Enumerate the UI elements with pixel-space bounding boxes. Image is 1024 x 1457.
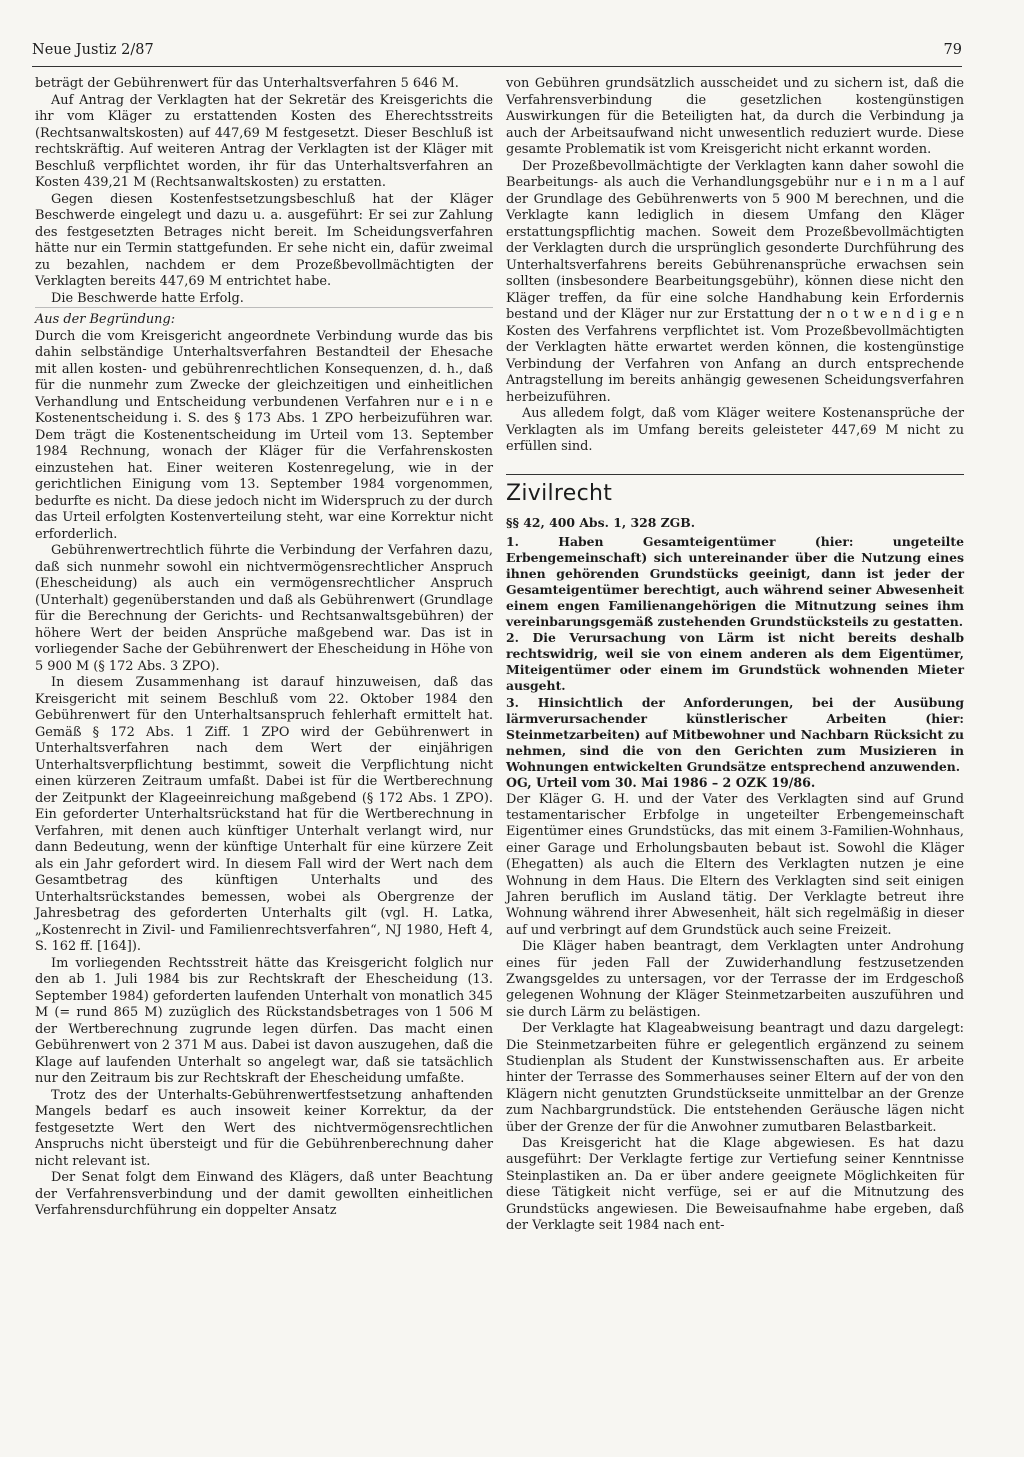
right-column [506,76,964,1234]
journal-title: Neue Justiz 2/87 [32,42,154,58]
case-citation: OG, Urteil vom 30. Mai 1986 – 2 OZK 19/86. [506,775,816,790]
paragraph: Aus alledem folgt, daß vom Kläger weitere Kostenansprüche der Verklagten als im Umfang bereits geleisteter 447,69 M nicht zu erfüllen sind. [506,406,964,454]
left-column [35,76,493,1220]
paragraph: Die Beschwerde hatte Erfolg. [51,290,244,306]
paragraph: Gebührenwertrechtlich führte die Verbindung der Verfahren dazu, daß sich nunmehr sowohl ein nichtvermögensrechtlicher Anspruch (Ehescheidung) als auch ein vermögensrechtlicher Anspruch (Unterhalt) gegenüberstanden und daß als Gebührenwert (Grundlage für die Berechnung der Gerichts- und Rechtsanwaltsgebühren) der höhere Wert der beiden Ansprüche maßgebend war. Das ist in vorliegender Sache der Gebührenwert der Ehescheidung in Höhe von 5 900 M (§ 172 Abs. 3 ZPO). [35,543,493,674]
paragraph: Gegen diesen Kostenfestsetzungsbeschluß hat der Kläger Beschwerde eingelegt und dazu u. a. ausgeführt: Er sei zur Zahlung des festgesetzten Betrages nicht bereit. Im Scheidungsverfahren hätte nur ein Termin stattgefunden. Er sehe nicht ein, dafür zweimal zu bezahlen, nachdem er dem Prozeßbevollmächtigten der Verklagten bereits 447,69 M entrichtet habe. [35,191,493,289]
section-title: Zivilrecht [506,480,613,506]
paragraph: von Gebühren grundsätzlich ausscheidet und zu sichern ist, daß die Verfahrensverbindung die gesetzlichen kostengünstigen Auswirkungen für die Beteiligten hat, da durch die Verbindung ja auch der Arbeitsaufwand nicht unwesentlich reduziert wurde. Diese gesamte Problematik ist vom Kreisgericht nicht erkannt worden. [506,76,964,157]
case-body [506,792,964,1235]
paragraph: beträgt der Gebührenwert für das Unterhaltsverfahren 5 646 M. [35,76,459,91]
paragraph: Der Prozeßbevollmächtigte der Verklagten kann daher sowohl die Bearbeitungs- als auch die Verhandlungsgebühr nur e i n m a l auf der Grundlage des Gebührenwerts von 5 900 M berechnen, und die Verklagte kann lediglich in diesem Umfang den Kläger erstattungspflichtig machen. Soweit dem Prozeßbevollmächtigten der Verklagten durch die ursprünglich gesonderte Durchführung des Unterhaltsverfahrens bereits Gebührenansprüche erwachsen sein sollten (insbesondere Bearbeitungsgebühr), können diese nicht den Kläger treffen, da für eine solche Handhabung kein Erfordernis bestand und der Kläger nur zur Erstattung der n o t w e n d i g e n Kosten des Verfahrens verpflichtet ist. Vom Prozeßbevollmächtigten der Verklagten hätte erwartet werden können, die kostengünstige Verbindung der Verfahren von Anfang an durch entsprechende Antragstellung im bereits anhängig gewesenen Scheidungsverfahren herbeizuführen. [506,158,964,405]
page-number: 79 [943,42,962,58]
paragraph: Der Verklagte hat Klageabweisung beantragt und dazu dargelegt: Die Steinmetzarbeiten führe er gelegentlich ergänzend zu seinem Studienplan als Student der Kunstwissenschaften aus. Er arbeite hinter der Terrasse des Sommerhauses seiner Eltern auf der von den Klägern nicht genutzten Grundstückseite unmittelbar an der Grenze zum Nachbargrundstück. Die entstehenden Geräusche lägen nicht über der Grenze der für die Anwohner zumutbaren Belastbarkeit. [506,1021,964,1135]
paragraph: In diesem Zusammenhang ist darauf hinzuweisen, daß das Kreisgericht mit seinem Beschluß vom 22. Oktober 1984 den Gebührenwert für den Unterhaltsanspruch fehlerhaft ermittelt hat. Gemäß § 172 Abs. 1 Ziff. 1 ZPO wird der Gebührenwert in Unterhaltsverfahren nach dem Wert der einjährigen Unterhaltsverpflichtung bestimmt, soweit die Verpflichtung nicht einen kürzeren Zeitraum umfaßt. Dabei ist für die Wertberechnung der Zeitpunkt der Klageeinreichung maßgebend (§ 172 Abs. 1 ZPO). Ein geforderter Unterhaltsrückstand hat für die Wertberechnung in Verfahren, mit denen auch künftiger Unterhalt verlangt wird, nur dann Bedeutung, wenn der künftige Unterhalt für eine kürzere Zeit als ein Jahr gefordert wird. In diesem Fall wird der Wert nach dem Gesamtbetrag des künftigen Unterhalts und des Unterhaltsrückstandes bemessen, wobei als Obergrenze der Jahresbetrag des geforderten Unterhalts gilt (vgl. H. Latka, „Kostenrecht in Zivil- und Familienrechtsverfahren“, NJ 1980, Heft 4, S. 162 ff. [164]). [35,675,493,954]
section-divider [506,474,964,475]
paragraph: Im vorliegenden Rechtsstreit hätte das Kreisgericht folglich nur den ab 1. Juli 1984 bis zur Rechtskraft der Ehescheidung (13. September 1984) geforderten laufenden Unterhalt von monatlich 345 M (= rund 865 M) zuzüglich des Rückstandsbetrages von 1 506 M der Wertberechnung zugrunde legen dürfen. Das macht einen Gebührenwert von 2 371 M aus. Dabei ist davon auszugehen, daß die Klage auf laufenden Unterhalt so angelegt war, daß sie tatsächlich nur den Zeitraum bis zur Rechtskraft der Ehescheidung umfaßte. [35,955,493,1086]
paragraph: Auf Antrag der Verklagten hat der Sekretär des Kreisgerichts die ihr vom Kläger zu erstattenden Kosten des Eherechtsstreits (Rechtsanwaltskosten) auf 447,69 M festgesetzt. Dieser Beschluß ist rechtskräftig. Auf weiteren Antrag der Verklagten ist der Kläger mit Beschluß verpflichtet worden, ihr für das Unterhaltsverfahren an Kosten 439,21 M (Rechtsanwaltskosten) zu erstatten. [35,92,493,190]
headnote: 3. Hinsichtlich der Anforderungen, bei der Ausübung lärmverursachender künstlerischer Arbeiten (hier: Steinmetzarbeiten) auf Mitbewohner und Nachbarn Rücksicht zu nehmen, sind die von den Gerichten zum Musizieren in Wohnungen entwickelten Grundsätze entsprechend anzuwenden. [506,694,964,774]
paragraph: Das Kreisgericht hat die Klage abgewiesen. Es hat dazu ausgeführt: Der Verklagte fertige zur Vertiefung seiner Kenntnisse Steinplastiken an. Da er über andere geeignete Möglichkeiten für diese Tätigkeit nicht verfüge, sei er auf die Mitnutzung des Grundstücks angewiesen. Die Beweisaufnahme habe ergeben, daß der Verklagte seit 1984 nach ent- [506,1136,964,1234]
paragraph: Durch die vom Kreisgericht angeordnete Verbindung wurde das bis dahin selbständige Unterhaltsverfahren Bestandteil der Ehesache mit allen kosten- und gebührenrechtlichen Konsequenzen, d. h., daß für die nunmehr zum Zwecke der gleichzeitigen und einheitlichen Verhandlung und Entscheidung verbundenen Verfahren nur e i n e Kostenentscheidung i. S. des § 173 Abs. 1 ZPO herbeizuführen war. Dem trägt die Kostenentscheidung im Urteil vom 13. September 1984 Rechnung, wonach der Kläger für die Verfahrenskosten einzustehen hat. Einer weiteren Kostenregelung, wie in der gerichtlichen Einigung vom 13. September 1984 vorgenommen, bedurfte es nicht. Da diese jedoch nicht im Widerspruch zu der durch das Urteil erfolgten Kostenverteilung steht, war eine Korrektur nicht erforderlich. [35,328,493,542]
paragraph: Der Senat folgt dem Einwand des Klägers, daß unter Beachtung der Verfahrensverbindung und der damit gewollten einheitlichen Verfahrensdurchführung ein doppelter Ansatz [35,1170,493,1218]
headnotes-block [506,515,964,776]
headnote: 2. Die Verursachung von Lärm ist nicht bereits deshalb rechtswidrig, weil sie von einem anderen als dem Eigentümer, Miteigentümer oder einem im Grundstück wohnenden Mieter ausgeht. [506,630,964,694]
headnote: 1. Haben Gesamteigentümer (hier: ungeteilte Erbengemeinschaft) sich untereinander über die Nutzung eines ihnen gehörenden Grundstücks geeinigt, dann ist jeder der Gesamteigentümer berechtigt, auch während seiner Abwesenheit einem engen Familienangehörigen die Mitnutzung seines ihm vereinbarungsgemäß zustehenden Grundstücksteils zu gestatten. [506,533,964,630]
legal-norms: §§ 42, 400 Abs. 1, 328 ZGB. [506,514,696,530]
paragraph: Der Kläger G. H. und der Vater des Verklagten sind auf Grund testamentarischer Erbfolge in ungeteilter Erbengemeinschaft Eigentümer eines Grundstücks, das mit einem 3-Familien-Wohnhaus, einer Garage und Erholungsbauten bebaut ist. Sowohl die Kläger (Ehegatten) als auch die Eltern des Verklagten nutzen je eine Wohnung in dem Haus. Die Eltern des Verklagten sind seit einigen Jahren beruflich im Ausland tätig. Der Verklagte betreut ihre Wohnung während ihrer Abwesenheit, hält sich regelmäßig in dieser auf und verbringt auf dem Grundstück auch seine Freizeit. [506,791,964,938]
page-header [32,42,962,67]
paragraph: Die Kläger haben beantragt, dem Verklagten unter Androhung eines für jeden Fall der Zuwiderhandlung festzusetzenden Zwangsgeldes zu untersagen, vor der Terrasse der im Erdgeschoß gelegenen Wohnung der Kläger Steinmetzarbeiten auszuführen und sie durch Lärm zu belästigen. [506,939,964,1020]
paragraph: Trotz des der Unterhalts-Gebührenwertfestsetzung anhaftenden Mangels bedarf es auch insoweit keiner Korrektur, da der festgesetzte Wert den Wert des nichtvermögensrechtlichen Anspruchs nicht übersteigt und für die Gebührenberechnung daher nicht relevant ist. [35,1087,493,1169]
reasons-heading: Aus der Begründung: [35,307,493,329]
